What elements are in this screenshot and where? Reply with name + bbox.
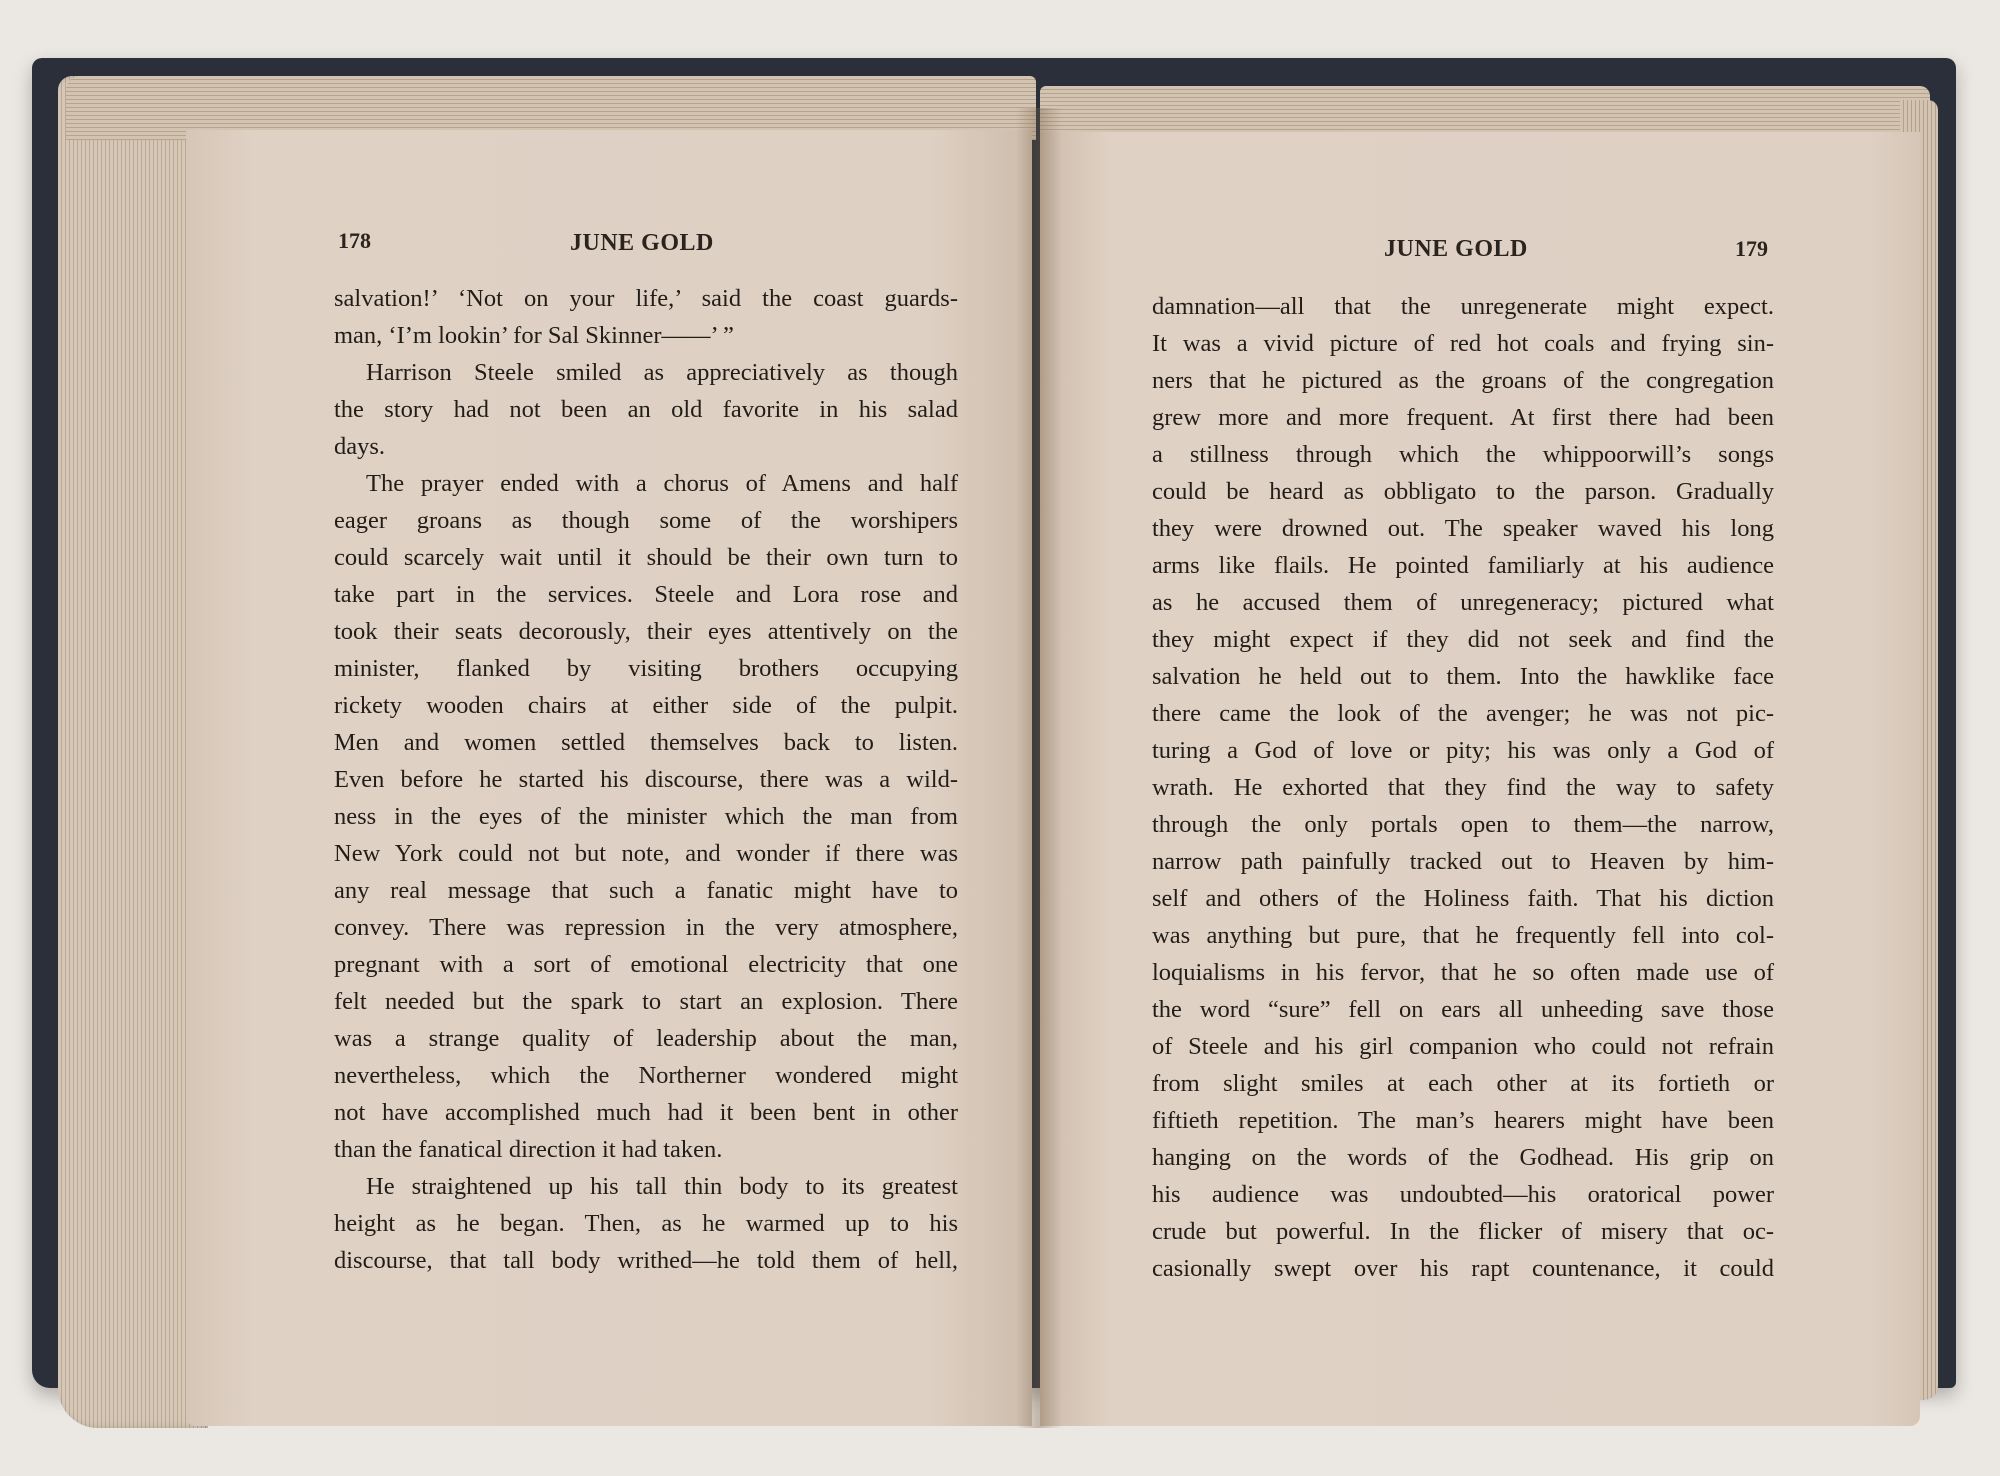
text-line: the story had not been an old favorite in his salad xyxy=(334,396,958,423)
right-page-number: 179 xyxy=(1735,236,1768,261)
text-line: crude but powerful. In the flicker of misery that oc- xyxy=(1152,1218,1774,1245)
text-line: loquialisms in his fervor, that he so often made use of xyxy=(1152,959,1774,986)
text-line: any real message that such a fanatic might have to xyxy=(334,877,958,904)
text-line: fiftieth repetition. The man’s hearers might have been xyxy=(1152,1107,1774,1134)
text-line: New York could not but note, and wonder if there was xyxy=(334,840,958,867)
text-line: could scarcely wait until it should be their own turn to xyxy=(334,544,958,571)
text-line: casionally swept over his rapt countenance, it could xyxy=(1152,1255,1774,1282)
text-line: the word “sure” fell on ears all unheeding save those xyxy=(1152,996,1774,1023)
text-line: convey. There was repression in the very atmosphere, xyxy=(334,914,958,941)
text-line: took their seats decorously, their eyes attentively on the xyxy=(334,618,958,645)
text-line: height as he began. Then, as he warmed up to his xyxy=(334,1210,958,1237)
text-line: his audience was undoubted—his oratorical power xyxy=(1152,1181,1774,1208)
text-line: self and others of the Holiness faith. That his diction xyxy=(1152,885,1774,912)
text-line: Men and women settled themselves back to listen. xyxy=(334,729,958,756)
text-line: days. xyxy=(334,433,386,460)
text-line: narrow path painfully tracked out to Heaven by him- xyxy=(1152,848,1774,875)
left-page-text xyxy=(334,280,958,1279)
left-page-number: 178 xyxy=(338,228,371,253)
text-line: Harrison Steele smiled as appreciatively as though xyxy=(366,359,958,386)
text-line: discourse, that tall body writhed—he told them of hell, xyxy=(334,1247,958,1274)
text-line: they might expect if they did not seek and find the xyxy=(1152,626,1774,653)
text-line: a stillness through which the whippoorwill’s songs xyxy=(1152,441,1774,468)
text-line: nevertheless, which the Northerner wondered might xyxy=(334,1062,958,1089)
text-line: arms like flails. He pointed familiarly at his audience xyxy=(1152,552,1774,579)
text-line: damnation—all that the unregenerate might expect. xyxy=(1152,293,1774,320)
text-line: It was a vivid picture of red hot coals and frying sin- xyxy=(1152,330,1774,357)
text-line: The prayer ended with a chorus of Amens and half xyxy=(366,470,958,497)
text-line: there came the look of the avenger; he was not pic- xyxy=(1152,700,1774,727)
right-page-text xyxy=(1152,288,1774,1287)
text-line: they were drowned out. The speaker waved his long xyxy=(1152,515,1774,542)
text-line: as he accused them of unregeneracy; pictured what xyxy=(1152,589,1774,616)
text-line: salvation he held out to them. Into the hawklike face xyxy=(1152,663,1774,690)
text-line: was a strange quality of leadership about the man, xyxy=(334,1025,958,1052)
text-line: He straightened up his tall thin body to its greatest xyxy=(366,1173,958,1200)
text-line: eager groans as though some of the worshipers xyxy=(334,507,958,534)
text-line: man, ‘I’m lookin’ for Sal Skinner——’ ” xyxy=(334,322,734,349)
text-line: turing a God of love or pity; his was only a God of xyxy=(1152,737,1774,764)
text-line: could be heard as obbligato to the parson. Gradually xyxy=(1152,478,1774,505)
text-line: wrath. He exhorted that they find the way to safety xyxy=(1152,774,1774,801)
text-line: felt needed but the spark to start an explosion. There xyxy=(334,988,958,1015)
text-line: ners that he pictured as the groans of the congregation xyxy=(1152,367,1774,394)
text-line: not have accomplished much had it been bent in other xyxy=(334,1099,958,1126)
text-line: ness in the eyes of the minister which the man from xyxy=(334,803,958,830)
text-line: take part in the services. Steele and Lora rose and xyxy=(334,581,958,608)
right-running-head: JUNE GOLD xyxy=(1384,236,1528,262)
text-line: through the only portals open to them—the narrow, xyxy=(1152,811,1774,838)
text-line: was anything but pure, that he frequently fell into col- xyxy=(1152,922,1774,949)
text-line: pregnant with a sort of emotional electricity that one xyxy=(334,951,958,978)
text-line: Even before he started his discourse, there was a wild- xyxy=(334,766,958,793)
text-line: from slight smiles at each other at its fortieth or xyxy=(1152,1070,1774,1097)
text-line: minister, flanked by visiting brothers occupying xyxy=(334,655,958,682)
left-running-head: JUNE GOLD xyxy=(570,230,714,256)
text-line: than the fanatical direction it had taken. xyxy=(334,1136,723,1163)
text-line: salvation!’ ‘Not on your life,’ said the coast guards- xyxy=(334,285,958,312)
text-line: rickety wooden chairs at either side of the pulpit. xyxy=(334,692,958,719)
book-gutter xyxy=(1016,108,1062,1428)
text-line: hanging on the words of the Godhead. His grip on xyxy=(1152,1144,1774,1171)
text-line: of Steele and his girl companion who could not refrain xyxy=(1152,1033,1774,1060)
text-line: grew more and more frequent. At first there had been xyxy=(1152,404,1774,431)
